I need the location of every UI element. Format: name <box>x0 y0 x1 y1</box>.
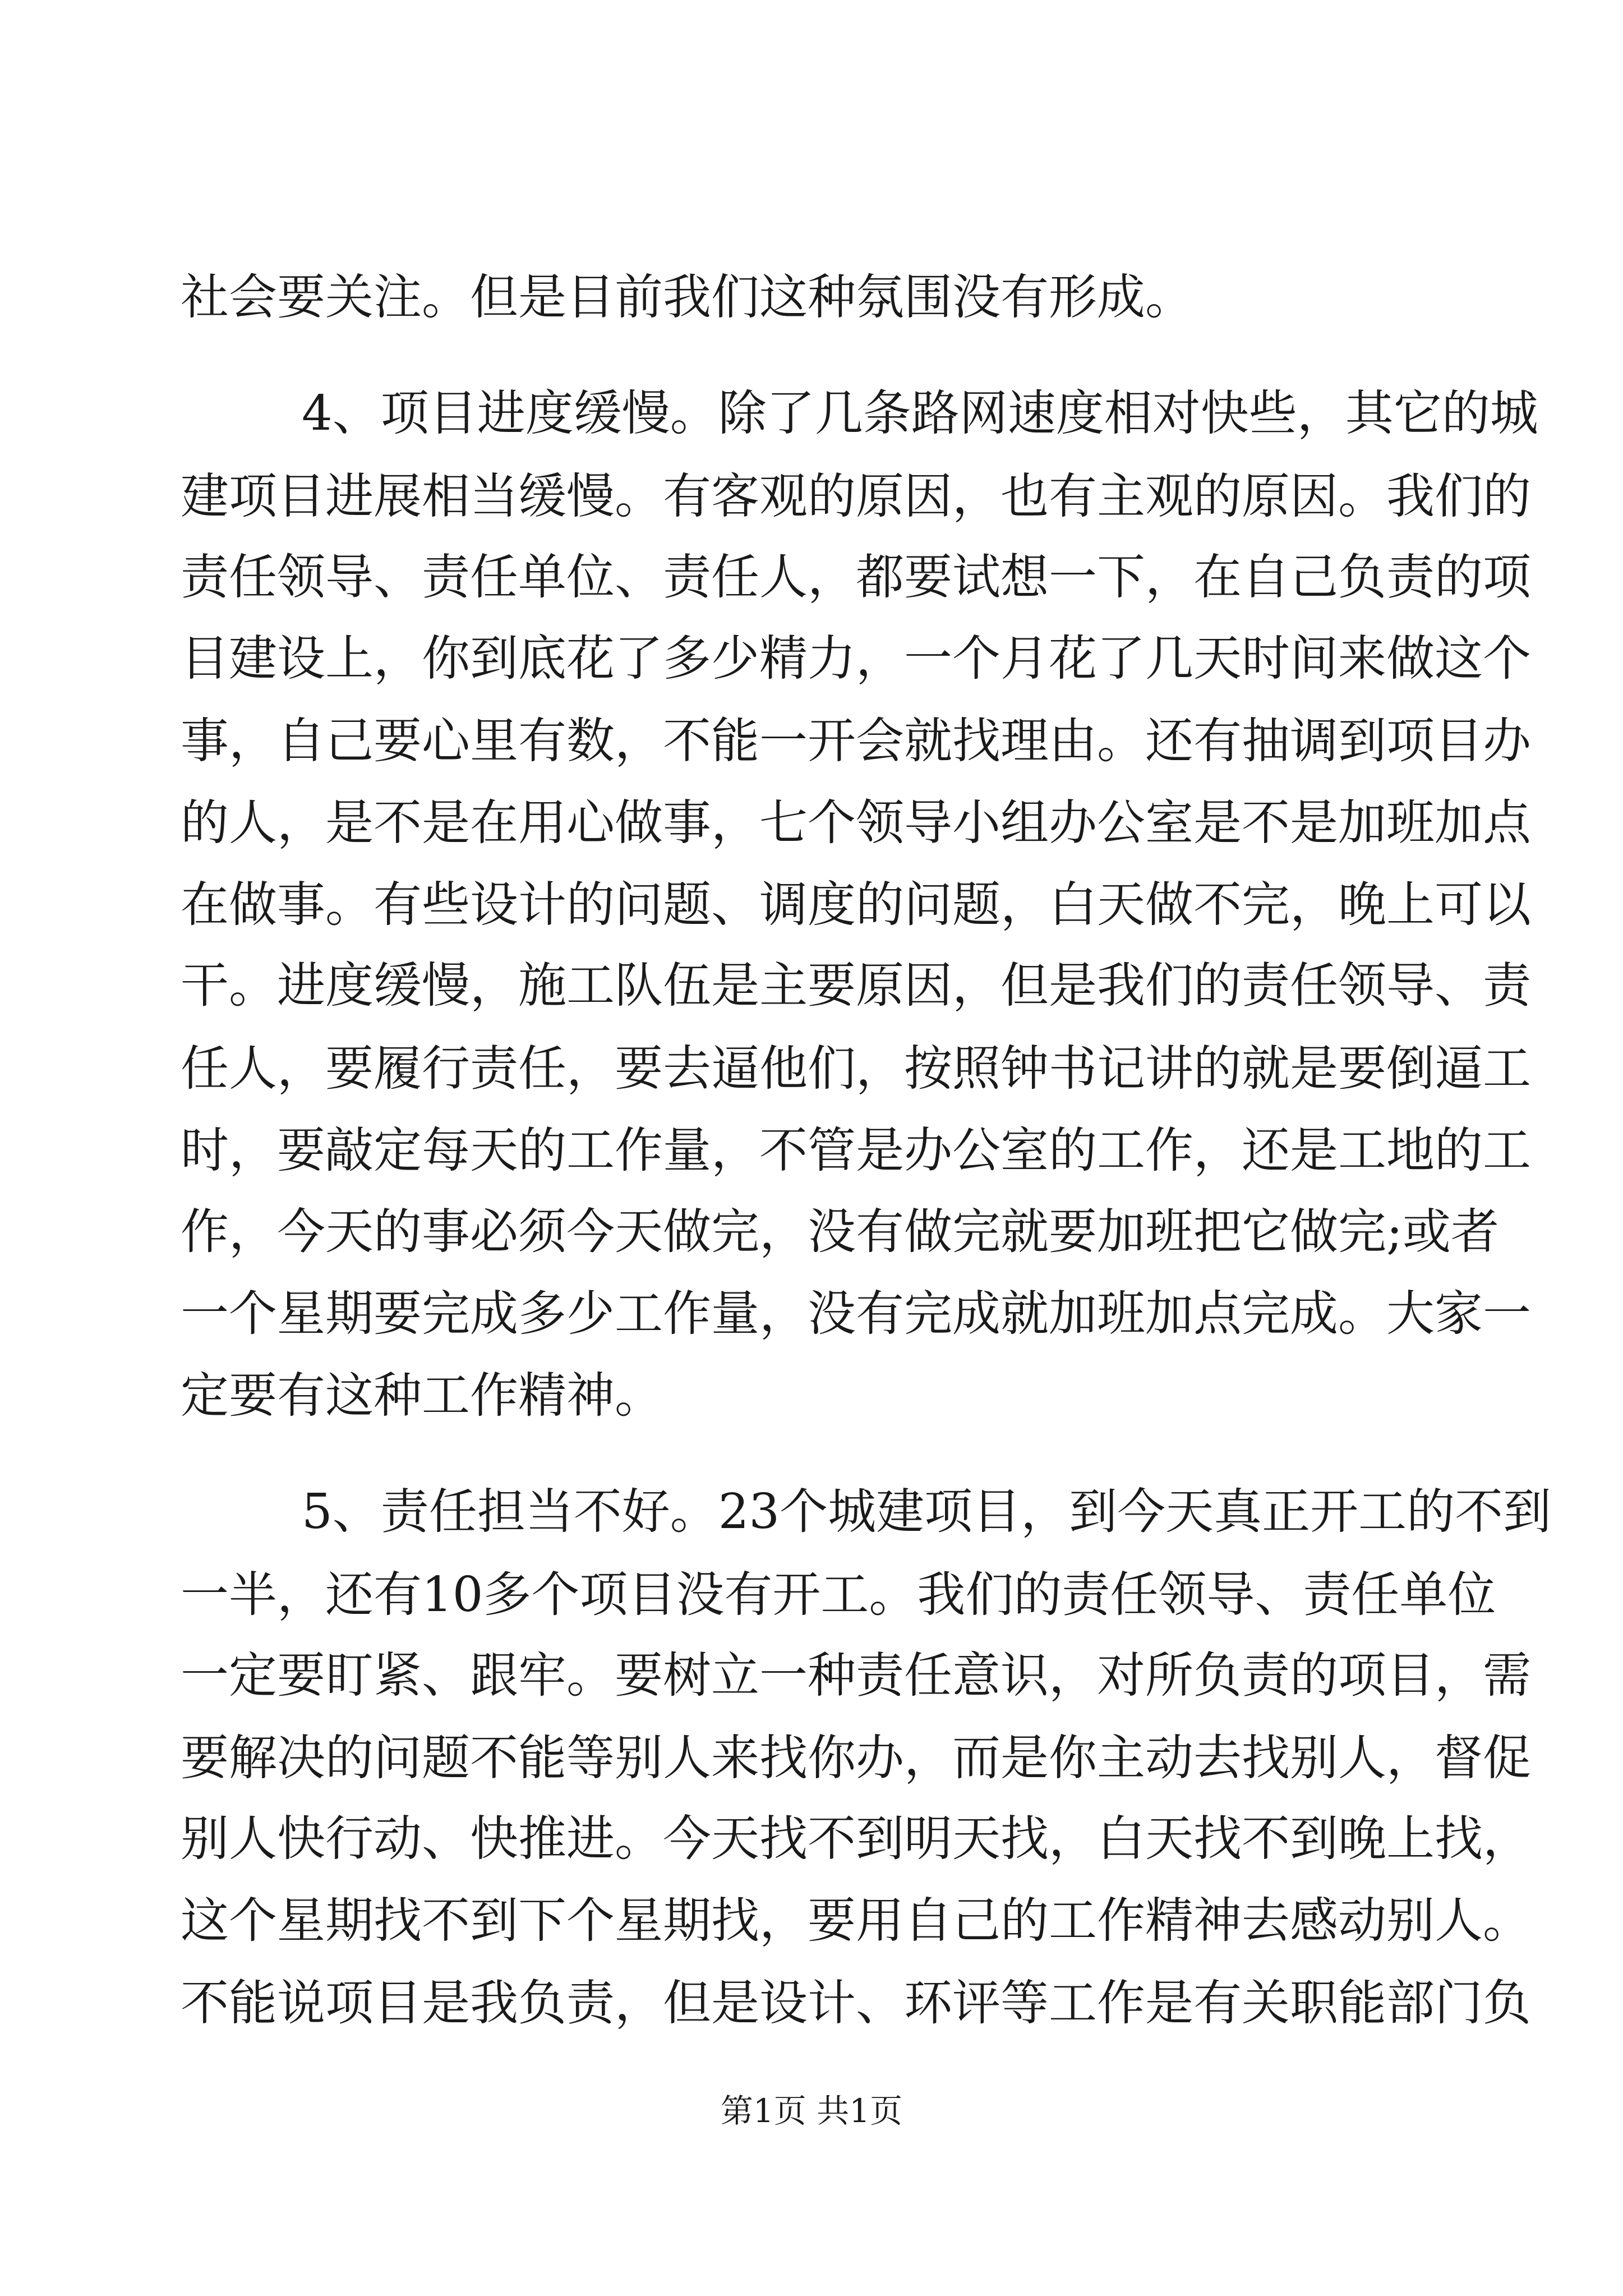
text-line: 目建设上，你到底花了多少精力，一个月花了几天时间来做这个 <box>181 631 1531 687</box>
text-line: 定要有这种工作精神。 <box>181 1368 663 1424</box>
text-line: 建项目进展相当缓慢。有客观的原因，也有主观的原因。我们的 <box>181 468 1531 524</box>
text-line: 一半，还有10多个项目没有开工。我们的责任领导、责任单位 <box>181 1567 1496 1623</box>
text-line: 不能说项目是我负责，但是设计、环评等工作是有关职能部门负 <box>181 1975 1531 2031</box>
text-line: 干。进度缓慢，施工队伍是主要原因，但是我们的责任领导、责 <box>181 958 1531 1014</box>
text-line: 作，今天的事必须今天做完，没有做完就要加班把它做完;或者 <box>181 1204 1499 1260</box>
text-line: 的人，是不是在用心做事，七个领导小组办公室是不是加班加点 <box>181 795 1531 851</box>
text-line: 一个星期要完成多少工作量，没有完成就加班加点完成。大家一 <box>181 1286 1531 1342</box>
text-line: 别人快行动、快推进。今天找不到明天找，白天找不到晚上找， <box>181 1811 1531 1867</box>
text-line: 要解决的问题不能等别人来找你办，而是你主动去找别人，督促 <box>181 1730 1531 1786</box>
text-line: 时，要敲定每天的工作量，不管是办公室的工作，还是工地的工 <box>181 1122 1531 1179</box>
text-line: 任人，要履行责任，要去逼他们，按照钟书记讲的就是要倒逼工 <box>181 1041 1531 1097</box>
text-line: 社会要关注。但是目前我们这种氛围没有形成。 <box>181 269 1193 325</box>
text-line: 事，自己要心里有数，不能一开会就找理由。还有抽调到项目办 <box>181 713 1531 769</box>
text-line: 4、项目进度缓慢。除了几条路网速度相对快些，其它的城 <box>302 385 1538 441</box>
text-line: 一定要盯紧、跟牢。要树立一种责任意识，对所负责的项目，需 <box>181 1648 1531 1704</box>
text-line: 责任领导、责任单位、责任人，都要试想一下，在自己负责的项 <box>181 549 1531 605</box>
text-line: 在做事。有些设计的问题、调度的问题，白天做不完，晚上可以 <box>181 877 1531 933</box>
text-line: 5、责任担当不好。23个城建项目，到今天真正开工的不到 <box>302 1484 1552 1540</box>
text-line: 这个星期找不到下个星期找，要用自己的工作精神去感动别人。 <box>181 1893 1531 1949</box>
page-number-footer: 第1页 共1页 <box>720 2092 903 2130</box>
